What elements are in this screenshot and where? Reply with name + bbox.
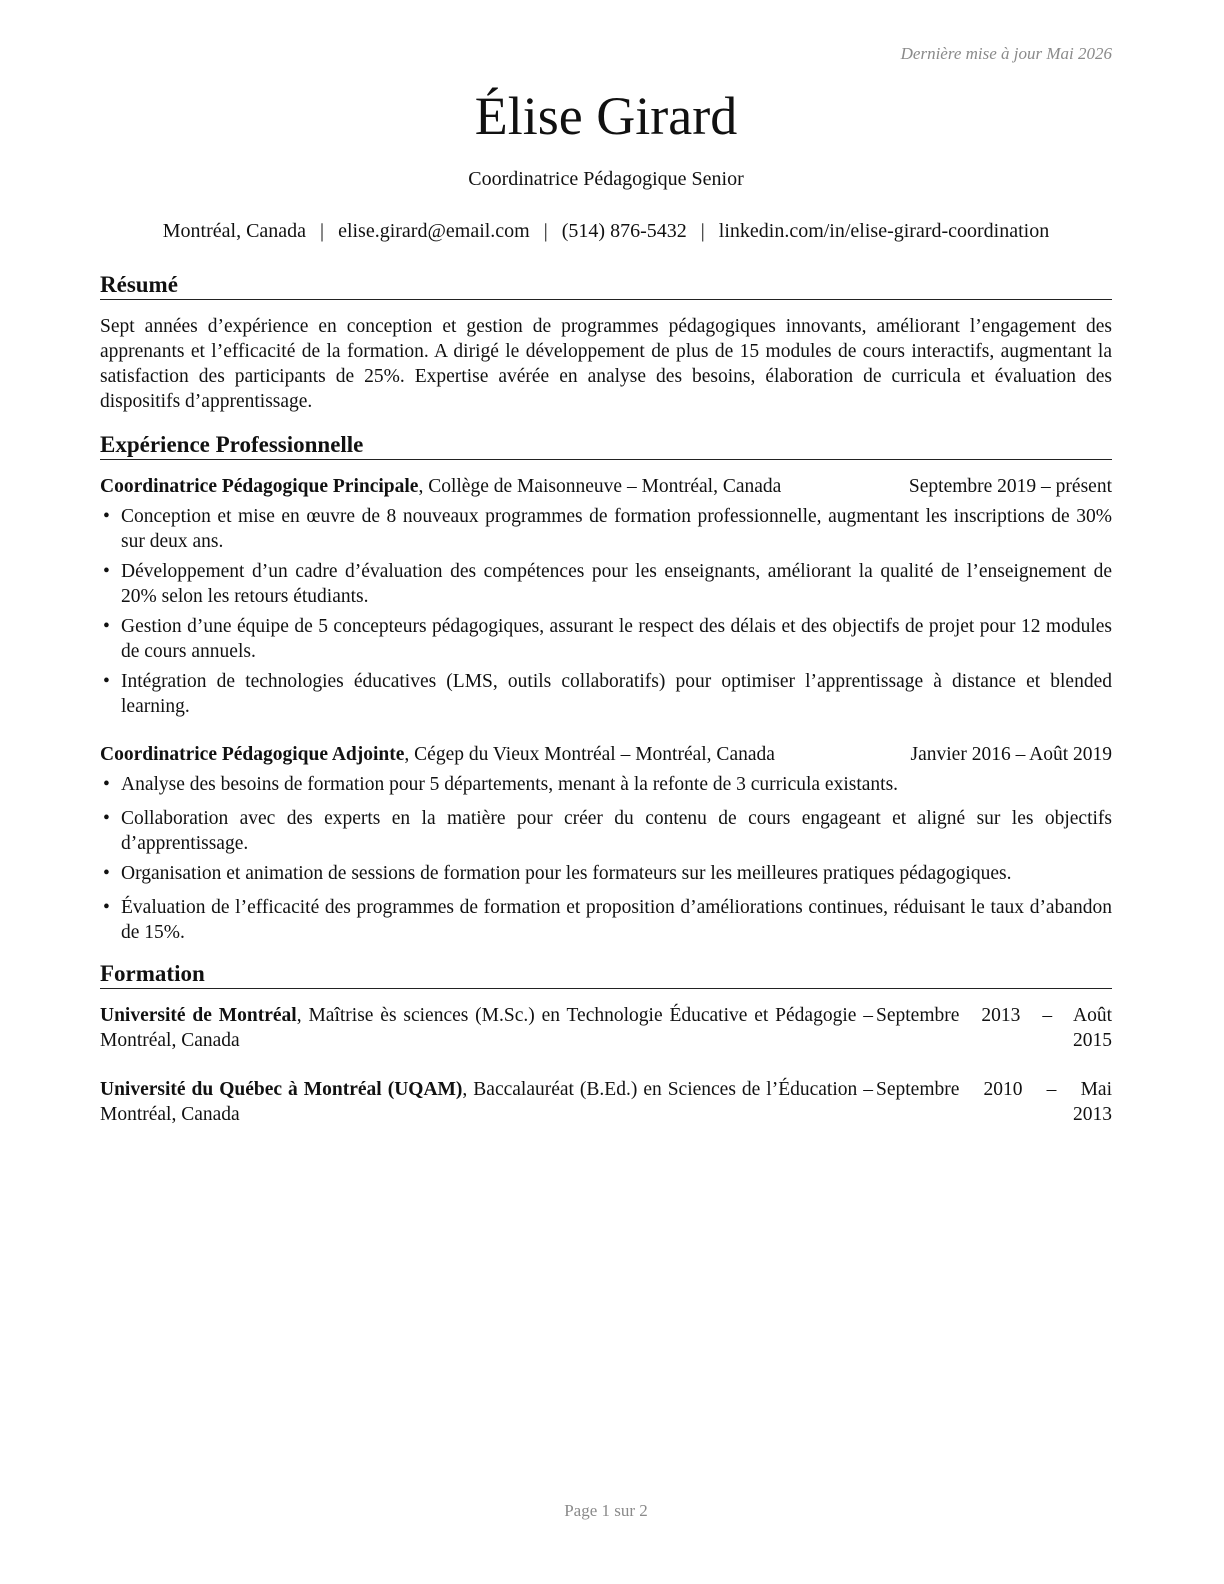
contact-separator: | xyxy=(320,220,325,242)
bullet-icon: • xyxy=(103,561,110,582)
list-item: • Évaluation de l’efficacité des programmes de formation et proposition d’améliorations continues, réduisant le taux d’abandon de 15%. xyxy=(103,897,1112,943)
contact-separator: | xyxy=(700,220,705,242)
bullet-icon: • xyxy=(103,897,110,918)
education-dates: Septembre 2010 – Mai 2013 xyxy=(876,1079,1112,1125)
section-title-summary: Résumé xyxy=(100,271,1112,300)
job-header xyxy=(100,474,1112,499)
contact-linkedin[interactable]: linkedin.com/in/elise-girard-coordination xyxy=(718,220,1050,242)
job-org: , Collège de Maisonneuve – Montréal, Canada xyxy=(418,476,782,497)
page-number: Page 1 sur 2 xyxy=(564,1501,648,1520)
bullet-icon: • xyxy=(103,808,110,829)
bullet-icon: • xyxy=(103,774,110,795)
contact-line xyxy=(100,218,1112,244)
job-role: Coordinatrice Pédagogique Adjointe xyxy=(100,744,405,765)
contact-location: Montréal, Canada xyxy=(162,220,307,242)
contact-email[interactable]: elise.girard@email.com xyxy=(338,220,530,242)
bullet-icon: • xyxy=(103,616,110,637)
job-dates: Janvier 2016 – Août 2019 xyxy=(910,744,1112,765)
bullet-icon: • xyxy=(103,671,110,692)
education-school: Université de Montréal xyxy=(100,1005,297,1026)
bullet-icon: • xyxy=(103,506,110,527)
contact-separator: | xyxy=(543,220,548,242)
education-school: Université du Québec à Montréal (UQAM) xyxy=(100,1079,463,1100)
job-header xyxy=(100,742,1112,767)
job-bullets xyxy=(100,772,1112,945)
list-item: • Gestion d’une équipe de 5 concepteurs pédagogiques, assurant le respect des délais et des objectifs de projet pour 12 modules de cours annuels. xyxy=(103,616,1112,662)
last-updated: Dernière mise à jour Mai 2026 xyxy=(900,44,1112,63)
list-item: • Organisation et animation de sessions de formation pour les formateurs sur les meilleures pratiques pédagogiques. xyxy=(103,863,1012,884)
education-detail xyxy=(100,1077,873,1127)
education-item xyxy=(100,1003,1112,1053)
job-role: Coordinatrice Pédagogique Principale xyxy=(100,476,419,497)
contact-phone[interactable]: (514) 876-5432 xyxy=(561,220,687,242)
section-title-experience: Expérience Professionnelle xyxy=(100,431,1112,460)
job-role-org xyxy=(100,742,775,767)
job-bullets xyxy=(100,504,1112,719)
education-degree: , Baccalauréat (B.Ed.) en Sciences de l’Éducation – Montréal, Canada xyxy=(100,1079,873,1125)
resume-page xyxy=(100,0,1112,1584)
education-dates: Septembre 2013 – Août 2015 xyxy=(876,1005,1112,1051)
list-item: • Intégration de technologies éducatives (LMS, outils collaboratifs) pour optimiser l’apprentissage à distance et blended learning. xyxy=(103,671,1112,717)
list-item: • Développement d’un cadre d’évaluation des compétences pour les enseignants, améliorant la qualité de l’enseignement de 20% selon les retours étudiants. xyxy=(103,561,1112,607)
job-role-org xyxy=(100,474,781,499)
bullet-icon: • xyxy=(103,863,110,884)
education-detail xyxy=(100,1003,873,1053)
candidate-name: Élise Girard xyxy=(474,86,738,146)
education-degree: , Maîtrise ès sciences (M.Sc.) en Technologie Éducative et Pédagogie – Montréal, Canada xyxy=(100,1005,873,1051)
job-dates: Septembre 2019 – présent xyxy=(908,476,1112,497)
job-org: , Cégep du Vieux Montréal – Montréal, Canada xyxy=(404,744,775,765)
education-item xyxy=(100,1077,1112,1127)
list-item: • Collaboration avec des experts en la matière pour créer du contenu de cours engageant et aligné sur les objectifs d’apprentissage. xyxy=(103,808,1112,854)
list-item: • Conception et mise en œuvre de 8 nouveaux programmes de formation professionnelle, augmentant les inscriptions de 30% sur deux ans. xyxy=(103,506,1112,552)
candidate-title: Coordinatrice Pédagogique Senior xyxy=(468,168,744,190)
section-title-education: Formation xyxy=(100,960,1112,989)
list-item: • Analyse des besoins de formation pour 5 départements, menant à la refonte de 3 curricula existants. xyxy=(103,774,899,795)
summary-text: Sept années d’expérience en conception et gestion de programmes pédagogiques innovants, améliorant l’engagement des apprenants et l’efficacité de la formation. A dirigé le développement de plus de 15 modules de cours interactifs, augmentant la satisfaction des participants de 25%. Expertise avérée en analyse des besoins, élaboration de curricula et évaluation des dispositifs d’apprentissage. xyxy=(100,316,1112,412)
